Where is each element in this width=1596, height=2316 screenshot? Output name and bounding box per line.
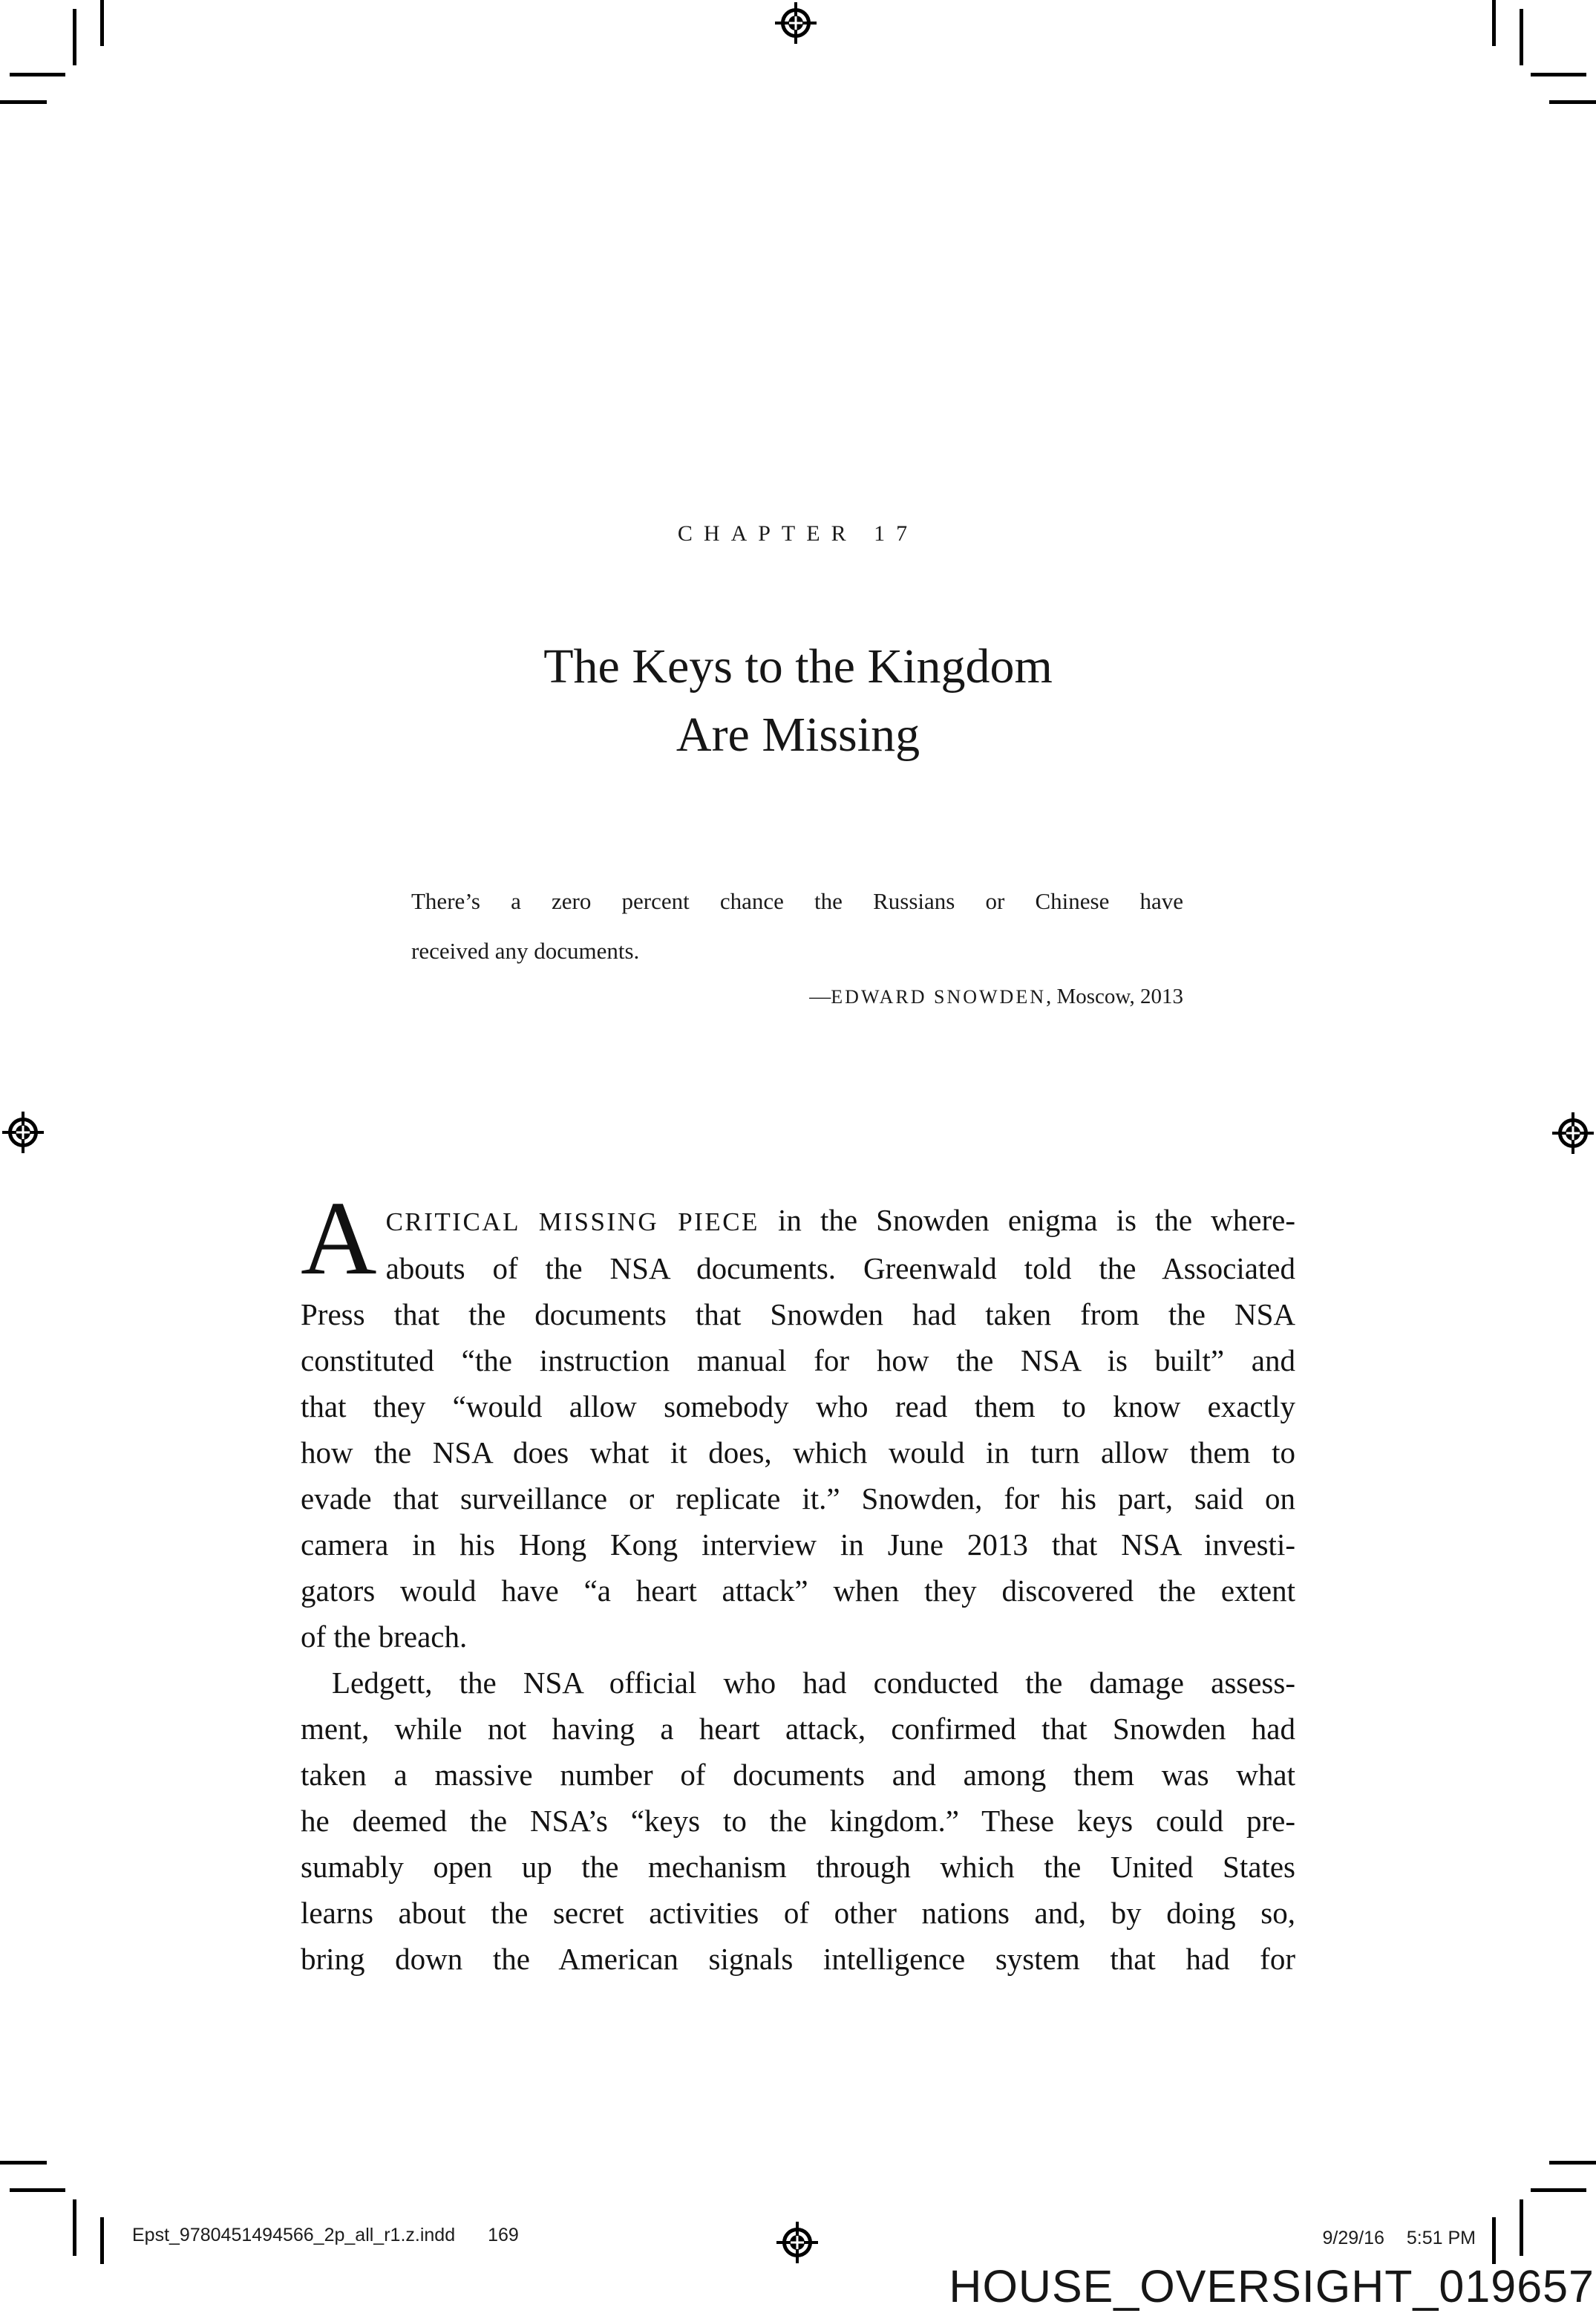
slug-date: 9/29/16 — [1322, 2228, 1384, 2248]
slug-page-number: 169 — [488, 2225, 519, 2245]
registration-mark-icon — [776, 2222, 818, 2263]
body-line: Press that the documents that Snowden had taken from the NSA — [301, 1297, 1295, 1331]
crop-mark — [1549, 2161, 1596, 2165]
bates-stamp: HOUSE_OVERSIGHT_019657 — [949, 2261, 1595, 2312]
body-line: camera in his Hong Kong interview in June 2013 that NSA investi- — [301, 1527, 1295, 1562]
crop-mark — [10, 2188, 65, 2192]
body-line: sumably open up the mechanism through which the United States — [301, 1850, 1295, 1884]
crop-mark — [1492, 0, 1496, 46]
body-line: Ledgett, the NSA official who had conducted the damage assess- — [332, 1666, 1295, 1700]
body-text — [301, 1179, 1295, 1982]
registration-mark-icon — [775, 2, 817, 44]
attribution-detail: , Moscow, 2013 — [1045, 985, 1183, 1008]
registration-mark-icon — [2, 1112, 44, 1153]
crop-mark — [73, 9, 76, 65]
body-line: bring down the American signals intelligence system that had for — [301, 1942, 1295, 1976]
crop-mark — [73, 2199, 76, 2256]
slug-filename: Epst_9780451494566_2p_all_r1.z.indd — [132, 2225, 456, 2245]
chapter-title — [0, 633, 1596, 769]
drop-cap: A — [301, 1179, 377, 1296]
registration-mark-icon — [1552, 1112, 1594, 1154]
body-line: he deemed the NSA’s “keys to the kingdom.” These keys could pre- — [301, 1804, 1295, 1838]
body-line: of the breach. — [301, 1619, 468, 1654]
epigraph — [411, 876, 1183, 1012]
body-line: gators would have “a heart attack” when they discovered the extent — [301, 1573, 1295, 1608]
crop-mark — [1520, 2199, 1523, 2256]
body-line: that they “would allow somebody who read them to know exactly — [301, 1389, 1295, 1423]
body-line: abouts of the NSA documents. Greenwald told the Associated — [385, 1251, 1295, 1285]
crop-mark — [1549, 100, 1596, 104]
crop-mark — [1531, 2188, 1586, 2192]
crop-mark — [100, 2217, 104, 2264]
epigraph-line: There’s a zero percent chance the Russians or Chinese have — [411, 888, 1183, 914]
crop-mark — [1520, 9, 1523, 65]
crop-mark — [10, 73, 65, 76]
crop-mark — [100, 0, 104, 46]
opening-small-caps: CRITICAL MISSING PIECE — [385, 1207, 759, 1236]
attribution-name: EDWARD SNOWDEN — [831, 986, 1046, 1008]
slug-datetime — [1322, 2228, 1476, 2249]
paragraph — [301, 1179, 1295, 1660]
slug-time: 5:51 PM — [1406, 2228, 1476, 2248]
slug-filename-line — [132, 2225, 519, 2246]
body-line: CRITICAL MISSING PIECE in the Snowden enigma is the where- — [385, 1203, 1295, 1237]
crop-mark — [0, 100, 47, 104]
body-line: ment, while not having a heart attack, confirmed that Snowden had — [301, 1712, 1295, 1746]
body-line: taken a massive number of documents and among them was what — [301, 1758, 1295, 1792]
chapter-title-line1: The Keys to the Kingdom — [543, 639, 1053, 694]
chapter-title-line2: Are Missing — [676, 708, 920, 762]
body-line: constituted “the instruction manual for how the NSA is built” and — [301, 1343, 1295, 1377]
body-line: learns about the secret activities of other nations and, by doing so, — [301, 1896, 1295, 1930]
crop-mark — [1492, 2217, 1496, 2264]
epigraph-attribution — [411, 982, 1183, 1012]
attribution-dash: — — [809, 985, 831, 1008]
crop-mark — [1531, 73, 1586, 76]
body-line: how the NSA does what it does, which would in turn allow them to — [301, 1435, 1295, 1469]
epigraph-line: received any documents. — [411, 938, 640, 964]
paragraph — [301, 1660, 1295, 1982]
body-line: evade that surveillance or replicate it.” Snowden, for his part, said on — [301, 1481, 1295, 1516]
crop-mark — [0, 2161, 47, 2165]
chapter-label: CHAPTER 17 — [677, 521, 919, 546]
